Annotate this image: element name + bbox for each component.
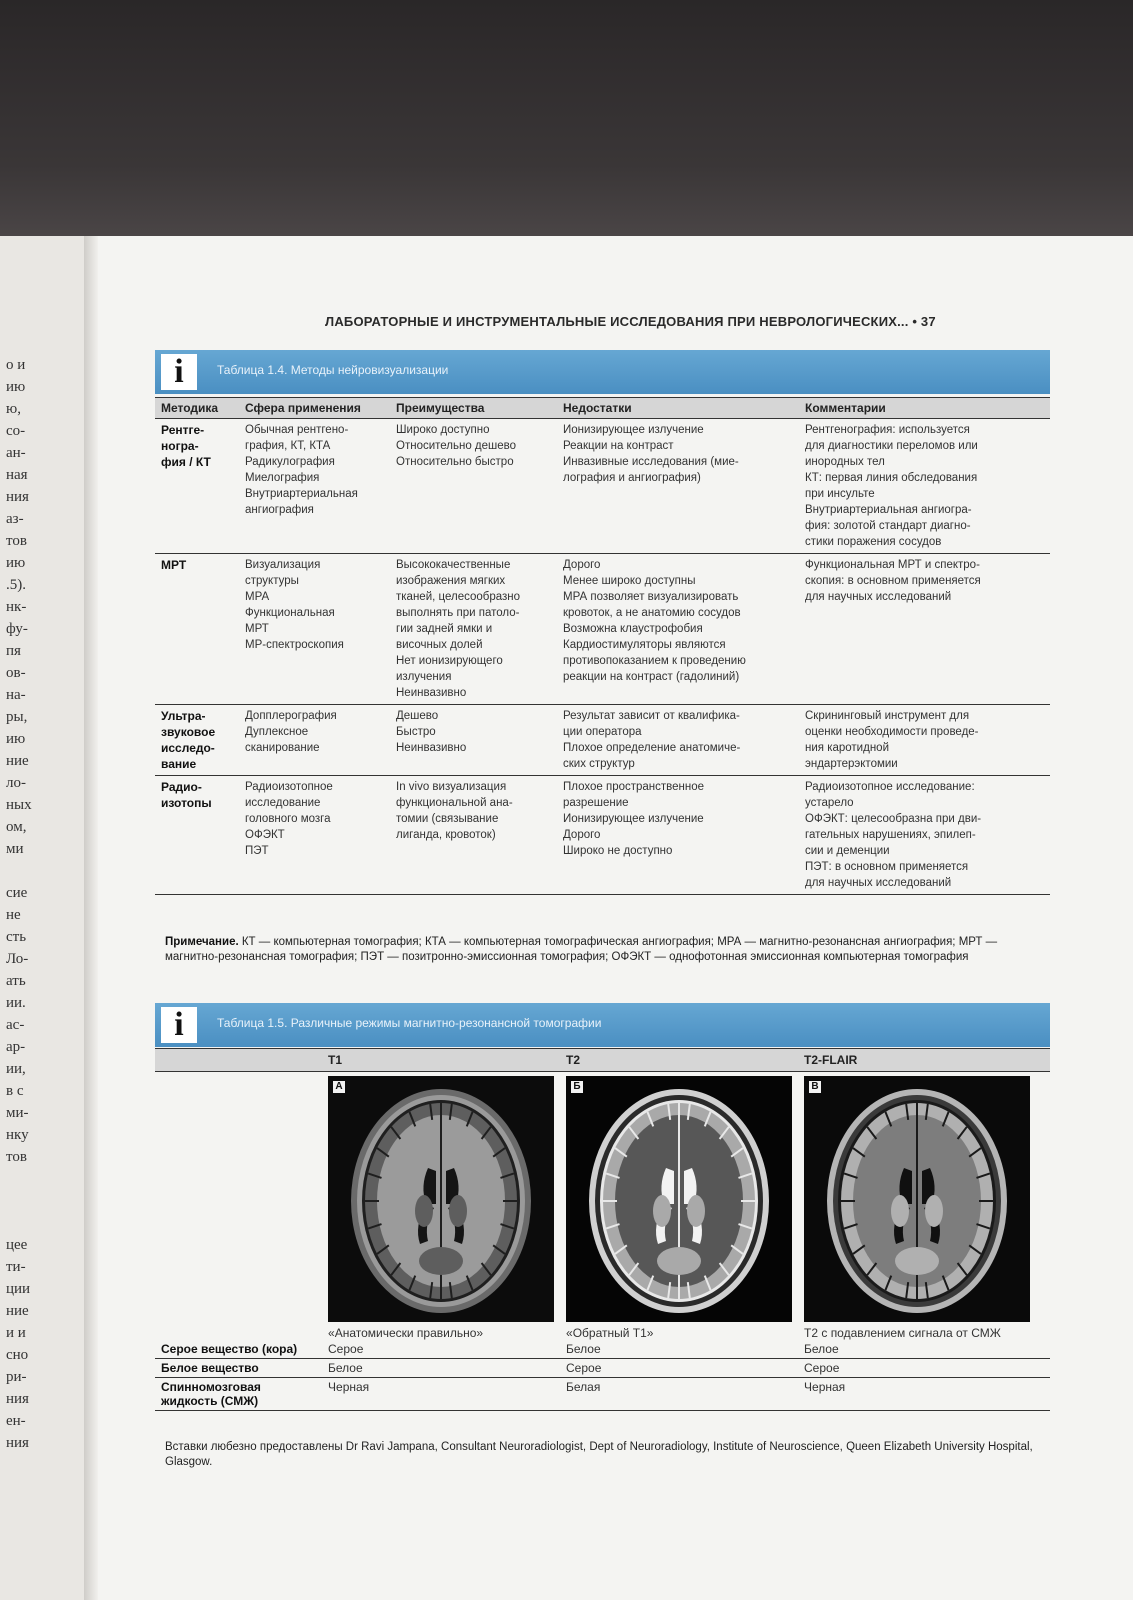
left-page-text-line: ния: [6, 1435, 29, 1451]
info-icon: i: [161, 1007, 197, 1043]
cell-line: гии задней ямки и: [396, 623, 493, 635]
left-page-text-line: фу-: [6, 621, 28, 637]
cell-line: КТ: первая линия обследования: [805, 472, 978, 484]
left-page-text-line: аз-: [6, 511, 24, 527]
cell-line: Неинвазивно: [396, 687, 467, 699]
left-page-text-line: ию: [6, 731, 26, 747]
cell-line: для научных исследований: [805, 591, 952, 603]
cell-line: функциональной ана-: [396, 797, 513, 809]
cell-line: Результат зависит от квалифика-: [563, 710, 740, 722]
table-cell: Белое: [560, 1340, 798, 1359]
image-letter-label: Б: [571, 1081, 583, 1093]
cell-line: лография и ангиография): [563, 472, 701, 484]
table-cell-name: [155, 554, 239, 705]
cell-line: сканирование: [245, 742, 320, 754]
cell-line: выполнять при патоло-: [396, 607, 520, 619]
cell-line: излучения: [396, 671, 452, 683]
cell-line: Радиоизотопное: [245, 781, 333, 793]
cell-line: при инсульте: [805, 488, 875, 500]
cell-line: Радио-: [161, 780, 202, 794]
cell-line: Относительно быстро: [396, 456, 514, 468]
column-header: T1: [322, 1049, 560, 1072]
left-page-text-line: ми-: [6, 1105, 29, 1121]
cell-line: Кардиостимуляторы являются: [563, 639, 726, 651]
cell-line: инородных тел: [805, 456, 885, 468]
cell-line: сии и деменции: [805, 845, 890, 857]
table-row: [155, 705, 1050, 776]
table-cell-comments: [799, 705, 1050, 776]
image-cell: [798, 1072, 1050, 1341]
image-letter-label: В: [809, 1081, 821, 1093]
cell-line: Возможна клаустрофобия: [563, 623, 703, 635]
left-page-text-line: ом,: [6, 819, 27, 835]
cell-line: реакции на контраст (гадолиний): [563, 671, 740, 683]
cell-line: томии (связывание: [396, 813, 499, 825]
table-cell: Черная: [798, 1378, 1050, 1411]
left-page-text-line: .5).: [6, 577, 26, 593]
table-cell: Серое: [560, 1359, 798, 1378]
cell-line: Скрининговый инструмент для: [805, 710, 970, 722]
left-page-text-line: ов-: [6, 665, 26, 681]
cell-line: Ультра-: [161, 709, 206, 723]
left-page-text-line: нку: [6, 1127, 29, 1143]
cell-line: Внутриартериальная: [245, 488, 358, 500]
cell-line: МРА позволяет визуализировать: [563, 591, 739, 603]
cell-line: для научных исследований: [805, 877, 952, 889]
table-cell-pros: [390, 776, 557, 895]
table-1-5-header: [155, 1003, 1050, 1047]
image-credit: Вставки любезно предоставлены Dr Ravi Jampana, Consultant Neuroradiologist, Dept of Neuroradiology, Institute of Neuroscience, Queen Elizabeth University Hospital, Glasgow.: [165, 1441, 1033, 1468]
cell-line: ногра-: [161, 439, 199, 453]
left-page-text-line: ии.: [6, 995, 26, 1011]
table-row: [155, 1359, 1050, 1378]
cell-line: Широко доступно: [396, 424, 490, 436]
left-page-text-line: ию: [6, 555, 26, 571]
table-1-5-title: Таблица 1.5. Различные режимы магнитно-резонансной томографии: [217, 1016, 602, 1030]
table-cell: Серое: [798, 1359, 1050, 1378]
cell-line: Относительно дешево: [396, 440, 517, 452]
image-cell: [322, 1072, 560, 1341]
cell-line: МРТ: [161, 558, 187, 572]
column-header: Преимущества: [390, 398, 557, 419]
left-page-text-line: сие: [6, 885, 28, 901]
table-cell-name: [155, 419, 239, 554]
cell-line: гательных нарушениях, эпилеп-: [805, 829, 976, 841]
table-header-row: [155, 1049, 1050, 1072]
cell-line: ОФЭКТ: целесообразна при дви-: [805, 813, 982, 825]
table-1-5: [155, 1048, 1050, 1411]
table-cell-cons: [557, 705, 799, 776]
left-page-text-line: на-: [6, 687, 26, 703]
cell-line: Широко не доступно: [563, 845, 673, 857]
cell-line: разрешение: [563, 797, 629, 809]
cell-line: Ионизирующее излучение: [563, 424, 704, 436]
scan-dark-background: [0, 0, 1133, 236]
cell-line: лиганда, кровоток): [396, 829, 496, 841]
cell-line: стики поражения сосудов: [805, 536, 942, 548]
cell-line: Дорого: [563, 559, 601, 571]
cell-line: ОФЭКТ: [245, 829, 285, 841]
cell-line: исследование: [245, 797, 321, 809]
left-page-fragment: [0, 236, 84, 1600]
left-page-text-line: ло-: [6, 775, 26, 791]
left-page-text-line: ния: [6, 489, 29, 505]
left-page-text-line: сть: [6, 929, 27, 945]
left-page-text-line: нк-: [6, 599, 27, 615]
left-page-text-line: ние: [6, 1303, 29, 1319]
cell-line: ния каротидной: [805, 742, 889, 754]
table-cell-comments: [799, 554, 1050, 705]
cell-line: кровоток, а не анатомию сосудов: [563, 607, 741, 619]
cell-line: для диагностики переломов или: [805, 440, 978, 452]
left-page-text-line: ти-: [6, 1259, 26, 1275]
left-page-text-line: ар-: [6, 1039, 26, 1055]
column-header: Недостатки: [557, 398, 799, 419]
left-page-text-line: ри-: [6, 1369, 27, 1385]
left-page-text-line: в с: [6, 1083, 24, 1099]
cell-line: МР-спектроскопия: [245, 639, 344, 651]
cell-line: устарело: [805, 797, 854, 809]
left-page-text-line: ная: [6, 467, 28, 483]
cell-line: Реакции на контраст: [563, 440, 674, 452]
left-page-text-line: не: [6, 907, 21, 923]
left-page-text-line: Ло-: [6, 951, 29, 967]
cell-line: Внутриартериальная ангиогра-: [805, 504, 972, 516]
table-cell-cons: [557, 419, 799, 554]
left-page-text-line: сно: [6, 1347, 29, 1363]
cell-line: изображения мягких: [396, 575, 506, 587]
image-caption: «Анатомически правильно»: [328, 1326, 484, 1340]
image-letter-label: А: [333, 1081, 345, 1093]
row-label: Спинномозговая жидкость (СМЖ): [155, 1378, 322, 1411]
cell-line: структуры: [245, 575, 299, 587]
cell-line: Рентге-: [161, 423, 205, 437]
left-page-text-line: ать: [6, 973, 26, 989]
cell-line: ских структур: [563, 758, 635, 770]
empty-cell: [155, 1072, 322, 1341]
left-page-text-line: ние: [6, 753, 29, 769]
left-page-text-line: ции: [6, 1281, 31, 1297]
cell-line: оценки необходимости проведе-: [805, 726, 979, 738]
cell-line: Рентгенография: используется: [805, 424, 970, 436]
column-header: Сфера применения: [239, 398, 390, 419]
cell-line: МРТ: [245, 623, 269, 635]
cell-line: Радиоизотопное исследование:: [805, 781, 975, 793]
column-header: Комментарии: [799, 398, 1050, 419]
cell-line: Допплерография: [245, 710, 337, 722]
left-page-text-line: ии,: [6, 1061, 26, 1077]
table-1-4: [155, 397, 1050, 895]
cell-line: Дешево: [396, 710, 439, 722]
cell-line: скопия: в основном применяется: [805, 575, 981, 587]
cell-line: противопоказанием к проведению: [563, 655, 746, 667]
column-header: T2-FLAIR: [798, 1049, 1050, 1072]
left-page-text-line: тов: [6, 533, 27, 549]
left-page-text-line: тов: [6, 1149, 27, 1165]
left-page-text-line: и и: [6, 1325, 26, 1341]
cell-line: Обычная рентгено-: [245, 424, 349, 436]
table-row: [155, 419, 1050, 554]
table-cell-name: [155, 776, 239, 895]
table-cell-comments: [799, 419, 1050, 554]
note-text: КТ — компьютерная томография; КТА — компьютерная томографическая ангиография; МРА — магнитно-резонансная ангиография; МРТ — магнитно-резонансная томография; ПЭТ — позитронно-эмиссионная томография; ОФЭКТ — однофотонная эмиссионная компьютерная томография: [165, 936, 998, 963]
cell-line: Менее широко доступны: [563, 575, 696, 587]
table-row: [155, 1378, 1050, 1411]
image-row: [155, 1072, 1050, 1341]
table-cell-pros: [390, 705, 557, 776]
table-cell-scope: [239, 776, 390, 895]
row-label: Белое вещество: [155, 1359, 322, 1378]
table-1-4-note: [165, 935, 1045, 965]
table-cell-comments: [799, 776, 1050, 895]
mri-brain-image: [804, 1076, 1030, 1322]
cell-line: эндартерэктомии: [805, 758, 898, 770]
image-cell: [560, 1072, 798, 1341]
table-cell: Белая: [560, 1378, 798, 1411]
cell-line: Ионизирующее излучение: [563, 813, 704, 825]
left-page-text-line: ас-: [6, 1017, 25, 1033]
table-row: [155, 776, 1050, 895]
table-cell-pros: [390, 419, 557, 554]
table-cell-scope: [239, 419, 390, 554]
cell-line: фия: золотой стандарт диагно-: [805, 520, 971, 532]
cell-line: Визуализация: [245, 559, 321, 571]
left-page-text-line: со-: [6, 423, 26, 439]
cell-line: МРА: [245, 591, 270, 603]
table-cell-scope: [239, 705, 390, 776]
table-row: [155, 1340, 1050, 1359]
book-gutter: [84, 236, 98, 1600]
cell-line: ПЭТ: [245, 845, 269, 857]
cell-line: Функциональная: [245, 607, 335, 619]
cell-line: Плохое пространственное: [563, 781, 705, 793]
mri-brain-image: [566, 1076, 792, 1322]
cell-line: ПЭТ: в основном применяется: [805, 861, 969, 873]
cell-line: головного мозга: [245, 813, 331, 825]
column-header: Методика: [155, 398, 239, 419]
table-cell-cons: [557, 776, 799, 895]
cell-line: звуковое: [161, 725, 216, 739]
left-page-text-line: ми: [6, 841, 24, 857]
cell-line: ции оператора: [563, 726, 642, 738]
cell-line: Радикулография: [245, 456, 335, 468]
cell-line: In vivo визуализация: [396, 781, 507, 793]
cell-line: Высококачественные: [396, 559, 511, 571]
cell-line: графия, КТ, КТА: [245, 440, 331, 452]
table-cell: Черная: [322, 1378, 560, 1411]
table-header-row: [155, 398, 1050, 419]
left-page-text-line: ных: [6, 797, 32, 813]
cell-line: ангиография: [245, 504, 314, 516]
cell-line: Инвазивные исследования (мие-: [563, 456, 739, 468]
cell-line: Плохое определение анатомиче-: [563, 742, 741, 754]
running-header: ЛАБОРАТОРНЫЕ И ИНСТРУМЕНТАЛЬНЫЕ ИССЛЕДОВАНИЯ ПРИ НЕВРОЛОГИЧЕСКИХ... • 37: [325, 314, 936, 329]
table-cell-cons: [557, 554, 799, 705]
left-page-text-line: ры,: [6, 709, 28, 725]
table-cell: Белое: [322, 1359, 560, 1378]
cell-line: Нет ионизирующего: [396, 655, 503, 667]
left-page-text-line: ю,: [6, 401, 21, 417]
row-label: Серое вещество (кора): [155, 1340, 322, 1359]
image-caption: Т2 с подавлением сигнала от СМЖ: [804, 1326, 1001, 1340]
cell-line: изотопы: [161, 796, 212, 810]
cell-line: Дорого: [563, 829, 601, 841]
left-page-text-line: о и: [6, 357, 26, 373]
table-1-4-header: [155, 350, 1050, 394]
table-cell: Серое: [322, 1340, 560, 1359]
cell-line: фия / КТ: [161, 455, 211, 469]
note-label: Примечание.: [165, 936, 239, 948]
column-header: [155, 1049, 322, 1072]
left-page-text-line: ния: [6, 1391, 29, 1407]
info-icon: i: [161, 354, 197, 390]
cell-line: Неинвазивно: [396, 742, 467, 754]
left-page-text-line: ию: [6, 379, 26, 395]
left-page-text-line: ан-: [6, 445, 26, 461]
table-cell-name: [155, 705, 239, 776]
table-cell-scope: [239, 554, 390, 705]
cell-line: тканей, целесообразно: [396, 591, 521, 603]
left-page-text-line: цее: [6, 1237, 28, 1253]
column-header: T2: [560, 1049, 798, 1072]
cell-line: вание: [161, 757, 197, 771]
left-page-text-line: ен-: [6, 1413, 26, 1429]
cell-line: Дуплексное: [245, 726, 309, 738]
cell-line: Функциональная МРТ и спектро-: [805, 559, 980, 571]
image-caption: «Обратный Т1»: [566, 1326, 654, 1340]
table-row: [155, 554, 1050, 705]
cell-line: височных долей: [396, 639, 483, 651]
left-page-text-line: пя: [6, 643, 21, 659]
cell-line: Миелография: [245, 472, 320, 484]
table-1-4-title: Таблица 1.4. Методы нейровизуализации: [217, 363, 449, 377]
cell-line: Быстро: [396, 726, 436, 738]
cell-line: исследо-: [161, 741, 215, 755]
table-cell-pros: [390, 554, 557, 705]
table-cell: Белое: [798, 1340, 1050, 1359]
mri-brain-image: [328, 1076, 554, 1322]
